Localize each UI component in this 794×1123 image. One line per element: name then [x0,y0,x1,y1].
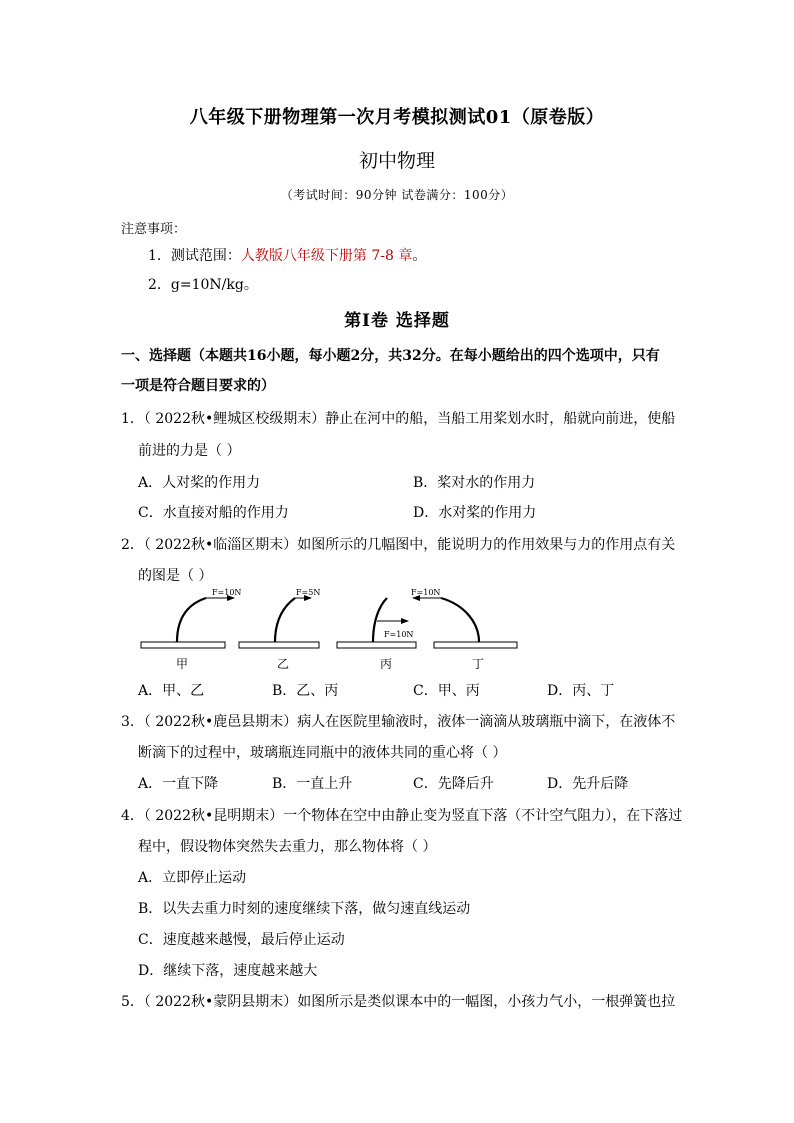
diagram-yi-force: F=5N [296,588,321,597]
notes-item-1-scope: 人教版八年级下册第 7-8 章 [240,248,413,264]
notes-heading: 注意事项： [121,222,187,237]
section-title: 第Ⅰ卷 选择题 [344,311,450,331]
diagram-yi-label: 乙 [277,657,290,671]
question-5-line-1: 5．（ 2022秋•蒙阴县期末）如图所示是类似课本中的一幅图，小孩力气小，一根弹簧也拉 [121,994,676,1010]
question-2-option-a: A．甲、乙 [138,683,205,699]
page-title: 八年级下册物理第一次月考模拟测试01（原卷版） [189,107,605,128]
question-2-line-1: 2．（ 2022秋•临淄区期末）如图所示的几幅图中，能说明力的作用效果与力的作用点有关 [121,537,676,553]
diagram-bing-base [337,642,416,648]
question-2-option-c: C．甲、丙 [413,683,480,699]
question-3-line-2: 断滴下的过程中，玻璃瓶连同瓶中的液体共同的重心将（ ） [138,745,507,761]
question-1-option-d: D．水对桨的作用力 [413,505,537,521]
diagram-bing-force: F=10N [384,630,414,639]
question-3-line-1: 3．（ 2022秋•鹿邑县期末）病人在医院里输液时，液体一滴滴从玻璃瓶中滴下，在液体不 [121,714,676,730]
notes-item-1-suffix: 。 [412,248,427,264]
diagram-jia-label: 甲 [176,657,189,671]
question-3-option-a: A．一直下降 [138,776,219,792]
question-4-option-a: A．立即停止运动 [138,870,247,886]
force-diagram-figure [130,585,530,677]
exam-info: （考试时间：90分钟 试卷满分：100分） [280,188,514,202]
question-2-line-2: 的图是（ ） [138,568,213,584]
diagram-ding-label: 丁 [472,657,485,671]
notes-item-2: 2．g=10N/kg。 [148,277,258,293]
question-4-line-1: 4．（ 2022秋•昆明期末）一个物体在空中由静止变为竖直下落（不计空气阻力），在下落过 [121,808,683,824]
question-4-option-c: C．速度越来越慢，最后停止运动 [138,932,345,948]
question-3-option-b: B．一直上升 [272,776,353,792]
question-3-option-d: D．先升后降 [547,776,629,792]
question-1-option-a: A．人对桨的作用力 [138,475,261,491]
diagram-jia-base [141,642,225,648]
question-2-option-b: B．乙、丙 [272,683,339,699]
question-1-line-2: 前进的力是（ ） [138,443,241,459]
question-1-option-c: C．水直接对船的作用力 [138,505,289,521]
diagram-bing-label: 丙 [380,657,393,671]
question-3-option-c: C．先降后升 [413,776,494,792]
question-4-option-b: B．以失去重力时刻的速度继续下落，做匀速直线运动 [138,901,471,917]
question-1-line-1: 1．（ 2022秋•鲤城区校级期末）静止在河中的船，当船工用桨划水时，船就向前进，使船 [121,411,676,427]
diagram-jia-rod [177,598,206,642]
diagram-ding-rod [441,598,479,642]
section-instruction-line-2: 一项是符合题目要求的） [121,378,275,394]
notes-item-1 [148,245,426,265]
diagram-yi-rod [275,598,295,642]
diagram-ding-force: F=10N [411,588,441,597]
subject-title: 初中物理 [358,150,435,172]
diagram-yi-base [239,642,319,648]
question-2-option-d: D．丙、丁 [547,683,615,699]
diagram-ding-base [434,642,517,648]
section-instruction-line-1: 一、选择题（本题共16小题，每小题2分，共32分。在每小题给出的四个选项中，只有 [121,348,660,364]
question-4-option-d: D．继续下落，速度越来越大 [138,963,318,979]
diagram-jia-force: F=10N [212,588,242,597]
question-1-option-b: B．桨对水的作用力 [413,475,536,491]
notes-item-1-prefix: 1．测试范围： [148,248,241,264]
question-4-line-2: 程中，假设物体突然失去重力，那么物体将（ ） [138,839,437,855]
